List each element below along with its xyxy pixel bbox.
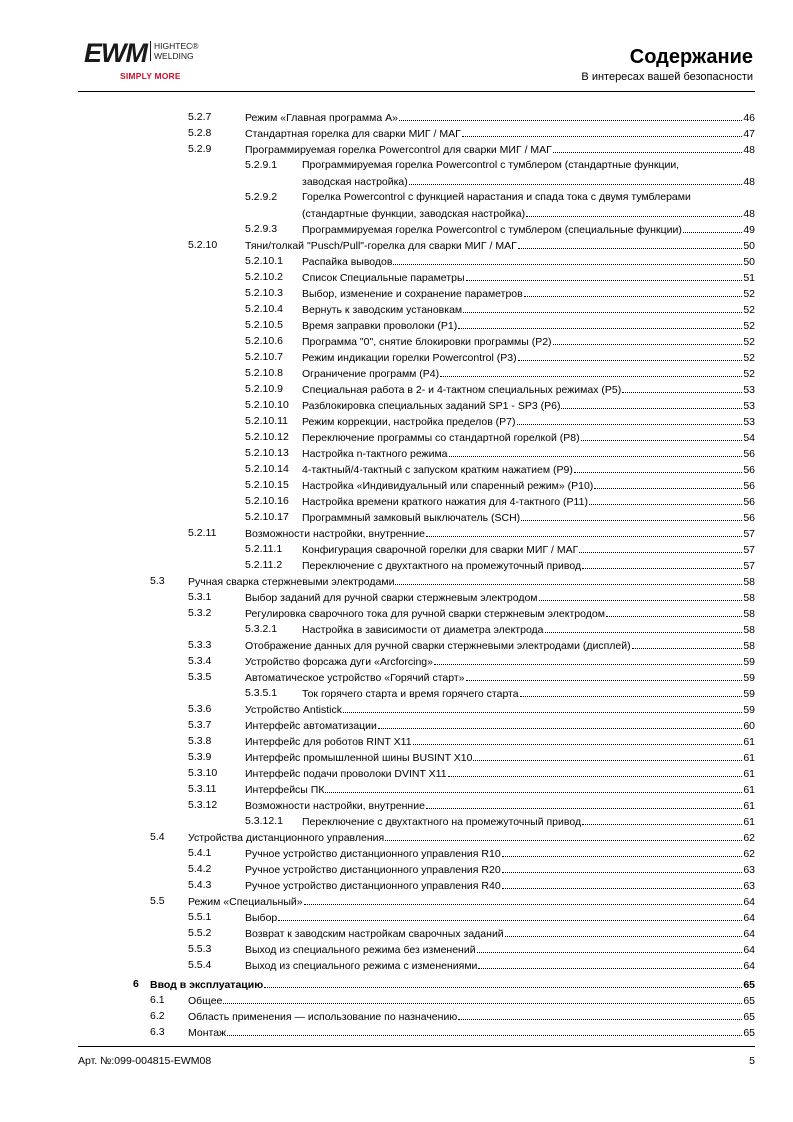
toc-entry-number: 5.2.11 — [188, 527, 217, 539]
toc-entry[interactable] — [0, 573, 793, 589]
dot-leader — [227, 1024, 742, 1036]
dot-leader — [594, 477, 742, 489]
toc-entry-number: 5.2.10.6 — [245, 335, 283, 347]
dot-leader — [413, 733, 743, 745]
toc-entry-title: Время заправки проволоки (P1) — [302, 320, 458, 332]
toc-entry-page: 53 — [743, 416, 755, 428]
dot-leader — [553, 141, 742, 153]
toc-entry-page: 64 — [743, 912, 755, 924]
toc-entry-page: 65 — [743, 995, 755, 1007]
toc-entry-title: Стандартная горелка для сварки МИГ / МАГ — [245, 128, 461, 140]
toc-entry-title: Разблокировка специальных заданий SP1 - SP3 (P6) — [302, 400, 561, 412]
toc-entry-page: 53 — [743, 400, 755, 412]
page-header — [0, 0, 793, 92]
toc-entry[interactable] — [0, 381, 793, 397]
toc-entry-title: заводская настройка) — [302, 176, 408, 188]
toc-entry-title: Ручное устройство дистанционного управления R20 — [245, 864, 501, 876]
dot-leader — [582, 813, 742, 825]
toc-entry-page: 57 — [743, 560, 755, 572]
toc-entry-page: 64 — [743, 896, 755, 908]
toc-entry-number: 5.3.2.1 — [245, 623, 278, 635]
toc-entry-title: Настройка времени краткого нажатия для 4-тактного (P11) — [302, 496, 588, 508]
dot-leader — [521, 509, 742, 521]
toc-entry[interactable] — [0, 829, 793, 845]
toc-entry-page: 50 — [743, 240, 755, 252]
toc-entry-title: Переключение с двухтактного на промежуточный привод — [302, 816, 582, 828]
toc-entry-number: 5.3.5.1 — [245, 687, 278, 699]
toc-entry-number: 5.2.10.2 — [245, 271, 283, 283]
dot-leader — [434, 653, 742, 665]
dot-leader — [502, 877, 743, 889]
page-number: 5 — [749, 1055, 755, 1067]
toc-entry[interactable] — [0, 333, 793, 349]
toc-entry-title: Список Специальные параметры — [302, 272, 465, 284]
dot-leader — [518, 349, 743, 361]
toc-entry-title-line1: Горелка Powercontrol с функцией нарастания и спада тока с двумя тумблерами — [302, 191, 691, 203]
toc-entry[interactable] — [0, 653, 793, 669]
dot-leader — [378, 717, 742, 729]
toc-entry-page: 65 — [743, 979, 755, 991]
toc-entry-title: Режим «Специальный» — [188, 896, 303, 908]
toc-entry-page: 57 — [743, 528, 755, 540]
dot-leader — [458, 1008, 742, 1020]
toc-entry-title: Автоматическое устройство «Горячий старт» — [245, 672, 465, 684]
toc-entry[interactable] — [0, 845, 793, 861]
toc-entry-page: 48 — [743, 176, 755, 188]
toc-entry-number: 5.3.1 — [188, 591, 212, 603]
toc-entry-number: 5.3.10 — [188, 767, 218, 779]
toc-entry-number: 5.2.9.3 — [245, 223, 278, 235]
dot-leader — [622, 381, 742, 393]
toc-entry[interactable] — [0, 957, 793, 973]
toc-entry[interactable] — [0, 125, 793, 141]
toc-entry-page: 52 — [743, 288, 755, 300]
toc-entry-title: Настройка «Индивидуальный или спаренный режим» (P10) — [302, 480, 594, 492]
toc-entry-number: 5.2.11.2 — [245, 559, 283, 571]
toc-entry-page: 50 — [743, 256, 755, 268]
toc-entry[interactable] — [0, 717, 793, 733]
toc-entry-number: 6 — [133, 978, 139, 990]
toc-entry[interactable] — [0, 589, 793, 605]
toc-entry-title: Устройство Antistick — [245, 704, 342, 716]
toc-entry-number: 5.2.9 — [188, 143, 212, 155]
toc-entry-page: 64 — [743, 960, 755, 972]
toc-entry[interactable] — [0, 749, 793, 765]
toc-entry-number: 5.2.10.4 — [245, 303, 283, 315]
dot-leader — [223, 992, 742, 1004]
toc-entry-page: 46 — [743, 112, 755, 124]
dot-leader — [343, 701, 742, 713]
toc-entry-page: 61 — [743, 784, 755, 796]
toc-entry-title: Переключение программы со стандартной горелкой (P8) — [302, 432, 580, 444]
dot-leader — [448, 765, 743, 777]
dot-leader — [278, 909, 742, 921]
toc-entry[interactable] — [0, 813, 793, 829]
toc-entry-number: 5.3.4 — [188, 655, 212, 667]
toc-entry-page: 51 — [743, 272, 755, 284]
toc-entry-number: 5.5.4 — [188, 959, 212, 971]
dot-leader — [579, 541, 742, 553]
toc-entry[interactable] — [0, 109, 793, 125]
table-of-contents — [0, 109, 793, 1040]
toc-entry-title: Возврат к заводским настройкам сварочных заданий — [245, 928, 504, 940]
toc-entry-title: Регулировка сварочного тока для ручной сварки стержневым электродом — [245, 608, 605, 620]
toc-entry[interactable] — [0, 237, 793, 253]
toc-entry-number: 5.3.5 — [188, 671, 212, 683]
toc-entry[interactable] — [0, 189, 793, 221]
toc-entry-number: 5.3.11 — [188, 783, 217, 795]
toc-entry-number: 5.3.12 — [188, 799, 218, 811]
toc-entry-number: 5.2.10.15 — [245, 479, 289, 491]
logo-slogan: SIMPLY MORE — [120, 71, 181, 81]
toc-entry-title: Конфигурация сварочной горелки для сварки МИГ / МАГ — [302, 544, 579, 556]
dot-leader — [683, 221, 743, 233]
toc-entry-page: 52 — [743, 368, 755, 380]
toc-entry-number: 5.2.10.16 — [245, 495, 289, 507]
toc-entry-number: 5.5.2 — [188, 927, 212, 939]
toc-entry-title: Режим индикации горелки Powercontrol (P3) — [302, 352, 517, 364]
toc-entry-page: 64 — [743, 928, 755, 940]
toc-entry-title: Настройка в зависимости от диаметра электрода — [302, 624, 544, 636]
dot-leader — [440, 365, 742, 377]
dot-leader — [518, 237, 743, 249]
toc-entry-page: 59 — [743, 688, 755, 700]
toc-entry-title: Ввод в эксплуатацию — [150, 979, 264, 991]
toc-entry-page: 62 — [743, 832, 755, 844]
toc-entry-number: 5.2.9.2 — [245, 191, 278, 203]
dot-leader — [581, 429, 743, 441]
toc-entry-page: 58 — [743, 640, 755, 652]
dot-leader — [502, 845, 743, 857]
ewm-logo — [84, 38, 214, 86]
toc-entry-page: 64 — [743, 944, 755, 956]
dot-leader — [606, 605, 742, 617]
toc-entry-title: 4-тактный/4-тактный с запуском кратким нажатием (P9) — [302, 464, 573, 476]
toc-entry-title: Ручное устройство дистанционного управления R10 — [245, 848, 501, 860]
toc-entry[interactable] — [0, 765, 793, 781]
toc-entry-title: Возможности настройки, внутренние — [245, 800, 425, 812]
toc-entry[interactable] — [0, 221, 793, 237]
dot-leader — [539, 589, 743, 601]
dot-leader — [505, 925, 743, 937]
toc-entry-number: 5.3.9 — [188, 751, 212, 763]
toc-entry-number: 5.3.8 — [188, 735, 212, 747]
toc-entry-title: Выход из специального режима без изменений — [245, 944, 476, 956]
toc-entry-page: 56 — [743, 496, 755, 508]
toc-entry-number: 5.2.8 — [188, 127, 212, 139]
toc-entry[interactable] — [0, 605, 793, 621]
dot-leader — [545, 621, 743, 633]
toc-entry[interactable] — [0, 397, 793, 413]
toc-entry-number: 5.2.10.10 — [245, 399, 289, 411]
toc-entry-number: 5.2.10.12 — [245, 431, 289, 443]
header-divider — [78, 91, 755, 92]
toc-entry-number: 5.5.1 — [188, 911, 212, 923]
toc-entry[interactable] — [0, 941, 793, 957]
toc-entry-page: 61 — [743, 768, 755, 780]
article-number: Арт. №:099-004815-EWM08 — [78, 1055, 212, 1067]
toc-entry-title: Ток горячего старта и время горячего старта — [302, 688, 519, 700]
toc-entry[interactable] — [0, 301, 793, 317]
dot-leader — [582, 557, 742, 569]
toc-entry-title: Программный замковый выключатель (SCH) — [302, 512, 521, 524]
toc-entry-title: Интерфейсы ПК — [245, 784, 325, 796]
toc-entry-number: 5.2.10.17 — [245, 511, 289, 523]
dot-leader — [463, 301, 742, 313]
toc-entry[interactable] — [0, 1024, 793, 1040]
toc-entry-number: 5.3.12.1 — [245, 815, 283, 827]
toc-entry-title: Вернуть к заводским установкам — [302, 304, 463, 316]
dot-leader — [458, 317, 742, 329]
toc-entry-page: 54 — [743, 432, 755, 444]
toc-entry-number: 5.3.7 — [188, 719, 212, 731]
dot-leader — [395, 573, 742, 585]
toc-entry-page: 48 — [743, 144, 755, 156]
toc-entry[interactable] — [0, 781, 793, 797]
dot-leader — [473, 749, 742, 761]
dot-leader — [517, 413, 743, 425]
toc-entry-page: 58 — [743, 576, 755, 588]
toc-entry-title: Выбор заданий для ручной сварки стержневым электродом — [245, 592, 538, 604]
toc-entry[interactable] — [0, 525, 793, 541]
toc-entry-number: 5.3.6 — [188, 703, 212, 715]
toc-entry-title: Тяни/толкай "Pusch/Pull"-горелка для сварки МИГ / МАГ — [245, 240, 517, 252]
dot-leader — [520, 685, 743, 697]
toc-entry-title: Ручное устройство дистанционного управления R40 — [245, 880, 501, 892]
dot-leader — [426, 797, 742, 809]
toc-entry-page: 61 — [743, 800, 755, 812]
toc-entry-title: Переключение с двухтактного на промежуточный привод — [302, 560, 582, 572]
footer-divider — [78, 1046, 755, 1047]
toc-entry-page: 56 — [743, 464, 755, 476]
toc-entry-page: 47 — [743, 128, 755, 140]
toc-entry-number: 5.4.1 — [188, 847, 212, 859]
toc-entry[interactable] — [0, 445, 793, 461]
toc-entry[interactable] — [0, 269, 793, 285]
toc-entry-number: 6.1 — [150, 994, 165, 1006]
toc-entry-number: 5.2.11.1 — [245, 543, 283, 555]
toc-entry-page: 58 — [743, 624, 755, 636]
toc-entry-title: Выбор — [245, 912, 278, 924]
dot-leader — [466, 669, 743, 681]
toc-entry-page: 61 — [743, 736, 755, 748]
toc-entry[interactable] — [0, 509, 793, 525]
toc-entry-page: 59 — [743, 656, 755, 668]
toc-entry-page: 62 — [743, 848, 755, 860]
toc-entry-title: Режим коррекции, настройка пределов (P7) — [302, 416, 516, 428]
toc-entry-title-line1: Программируемая горелка Powercontrol с тумблером (стандартные функции, — [302, 159, 680, 171]
toc-entry-title: Настройка n-тактного режима — [302, 448, 448, 460]
dot-leader — [264, 976, 742, 988]
toc-entry-title: Распайка выводов — [302, 256, 393, 268]
toc-entry[interactable] — [0, 685, 793, 701]
toc-entry-number: 5.2.10.9 — [245, 383, 283, 395]
toc-entry-title: Выход из специального режима с изменениями — [245, 960, 478, 972]
toc-entry[interactable] — [0, 365, 793, 381]
dot-leader — [449, 445, 743, 457]
toc-entry-number: 5.2.10.13 — [245, 447, 289, 459]
toc-entry-number: 5.2.9.1 — [245, 159, 278, 171]
toc-entry-page: 63 — [743, 880, 755, 892]
toc-entry[interactable] — [0, 621, 793, 637]
dot-leader — [304, 893, 743, 905]
dot-leader — [477, 941, 743, 953]
toc-entry[interactable] — [0, 541, 793, 557]
dot-leader — [409, 173, 743, 185]
toc-entry-page: 52 — [743, 336, 755, 348]
toc-entry-number: 5.5 — [150, 895, 165, 907]
toc-entry-title: Область применения — использование по назначению — [188, 1011, 458, 1023]
toc-entry-page: 65 — [743, 1027, 755, 1039]
toc-entry-title: Ручная сварка стержневыми электродами — [188, 576, 395, 588]
toc-entry-number: 5.2.10.8 — [245, 367, 283, 379]
dot-leader — [385, 829, 742, 841]
toc-entry-title: Ограничение программ (P4) — [302, 368, 440, 380]
dot-leader — [478, 957, 742, 969]
page-subtitle: В интересах вашей безопасности — [581, 71, 753, 83]
dot-leader — [632, 637, 743, 649]
toc-entry[interactable] — [0, 429, 793, 445]
toc-entry-number: 5.4 — [150, 831, 165, 843]
toc-entry[interactable] — [0, 157, 793, 189]
toc-entry[interactable] — [0, 669, 793, 685]
toc-entry-page: 52 — [743, 352, 755, 364]
dot-leader — [526, 205, 742, 217]
toc-entry-page: 52 — [743, 304, 755, 316]
toc-entry-page: 48 — [743, 208, 755, 220]
toc-entry[interactable] — [0, 349, 793, 365]
toc-entry[interactable] — [0, 861, 793, 877]
toc-entry-page: 65 — [743, 1011, 755, 1023]
dot-leader — [462, 125, 743, 137]
toc-entry-page: 63 — [743, 864, 755, 876]
toc-entry-page: 53 — [743, 384, 755, 396]
toc-entry[interactable] — [0, 976, 793, 992]
toc-entry-title: Программа "0", снятие блокировки программы (P2) — [302, 336, 552, 348]
dot-leader — [393, 253, 742, 265]
toc-entry-number: 5.3.3 — [188, 639, 212, 651]
toc-entry[interactable] — [0, 992, 793, 1008]
toc-entry[interactable] — [0, 893, 793, 909]
toc-entry-number: 5.2.10.5 — [245, 319, 283, 331]
toc-entry-number: 5.2.10.14 — [245, 463, 289, 475]
dot-leader — [589, 493, 742, 505]
toc-entry-title: Интерфейс автоматизации — [245, 720, 377, 732]
toc-entry-page: 57 — [743, 544, 755, 556]
toc-entry-page: 61 — [743, 752, 755, 764]
logo-line2: WELDING — [154, 51, 194, 61]
toc-entry-page: 59 — [743, 704, 755, 716]
toc-entry-number: 5.2.10.1 — [245, 255, 283, 267]
toc-entry-number: 5.5.3 — [188, 943, 212, 955]
toc-entry-number: 6.2 — [150, 1010, 165, 1022]
toc-entry-page: 58 — [743, 608, 755, 620]
toc-entry-title: Интерфейс подачи проволоки DVINT X11 — [245, 768, 447, 780]
dot-leader — [466, 269, 743, 281]
logo-mark: EWM — [84, 38, 147, 68]
toc-entry-number: 6.3 — [150, 1026, 165, 1038]
toc-entry-number: 5.3.2 — [188, 607, 212, 619]
toc-entry-number: 5.2.7 — [188, 111, 212, 123]
dot-leader — [325, 781, 742, 793]
toc-entry-title: Интерфейс для роботов RINT X11 — [245, 736, 412, 748]
toc-entry-page: 56 — [743, 512, 755, 524]
toc-entry[interactable] — [0, 253, 793, 269]
toc-entry[interactable] — [0, 461, 793, 477]
page-title: Содержание — [629, 46, 753, 68]
toc-entry-number: 5.2.10.3 — [245, 287, 283, 299]
toc-entry[interactable] — [0, 493, 793, 509]
toc-entry-number: 5.2.10.11 — [245, 415, 289, 427]
toc-entry-page: 52 — [743, 320, 755, 332]
toc-entry[interactable] — [0, 557, 793, 573]
toc-entry[interactable] — [0, 877, 793, 893]
toc-entry-title: Монтаж — [188, 1027, 227, 1039]
dot-leader — [426, 525, 742, 537]
toc-entry-page: 49 — [743, 224, 755, 236]
toc-entry-title: Общее — [188, 995, 223, 1007]
toc-entry-title: Специальная работа в 2- и 4-тактном специальных режимах (P5) — [302, 384, 622, 396]
toc-entry-page: 60 — [743, 720, 755, 732]
toc-entry-page: 59 — [743, 672, 755, 684]
toc-entry-title: Программируемая горелка Powercontrol для сварки МИГ / МАГ — [245, 144, 552, 156]
toc-entry-number: 5.4.2 — [188, 863, 212, 875]
toc-entry-title: Программируемая горелка Powercontrol с тумблером (специальные функции) — [302, 224, 682, 236]
dot-leader — [524, 285, 743, 297]
toc-entry[interactable] — [0, 285, 793, 301]
toc-entry-title: Устройство форсажа дуги «Arcforcing» — [245, 656, 433, 668]
toc-entry[interactable] — [0, 909, 793, 925]
dot-leader — [561, 397, 742, 409]
toc-entry-title: Отображение данных для ручной сварки стержневыми электродами (дисплей) — [245, 640, 631, 652]
toc-entry-title: Устройства дистанционного управления — [188, 832, 385, 844]
toc-entry[interactable] — [0, 733, 793, 749]
toc-entry-page: 61 — [743, 816, 755, 828]
toc-entry-page: 58 — [743, 592, 755, 604]
toc-entry-number: 5.2.10.7 — [245, 351, 283, 363]
dot-leader — [502, 861, 743, 873]
toc-entry-title: (стандартные функции, заводская настройка) — [302, 208, 526, 220]
toc-entry[interactable] — [0, 477, 793, 493]
toc-entry-page: 56 — [743, 448, 755, 460]
toc-entry-number: 5.2.10 — [188, 239, 218, 251]
toc-entry[interactable] — [0, 797, 793, 813]
dot-leader — [399, 109, 742, 121]
toc-entry[interactable] — [0, 413, 793, 429]
dot-leader — [574, 461, 743, 473]
logo-line1: HIGHTEC® — [154, 41, 199, 51]
logo-tagline — [150, 41, 199, 61]
toc-entry-number: 5.4.3 — [188, 879, 212, 891]
toc-entry-title: Выбор, изменение и сохранение параметров — [302, 288, 523, 300]
dot-leader — [553, 333, 743, 345]
toc-entry[interactable] — [0, 925, 793, 941]
toc-entry[interactable] — [0, 1008, 793, 1024]
toc-entry[interactable] — [0, 141, 793, 157]
toc-entry[interactable] — [0, 701, 793, 717]
toc-entry-title: Интерфейс промышленной шины BUSINT X10 — [245, 752, 473, 764]
toc-entry[interactable] — [0, 637, 793, 653]
toc-entry-title: Режим «Главная программа А» — [245, 112, 398, 124]
toc-entry[interactable] — [0, 317, 793, 333]
toc-entry-page: 56 — [743, 480, 755, 492]
toc-entry-number: 5.3 — [150, 575, 165, 587]
toc-entry-title: Возможности настройки, внутренние — [245, 528, 425, 540]
